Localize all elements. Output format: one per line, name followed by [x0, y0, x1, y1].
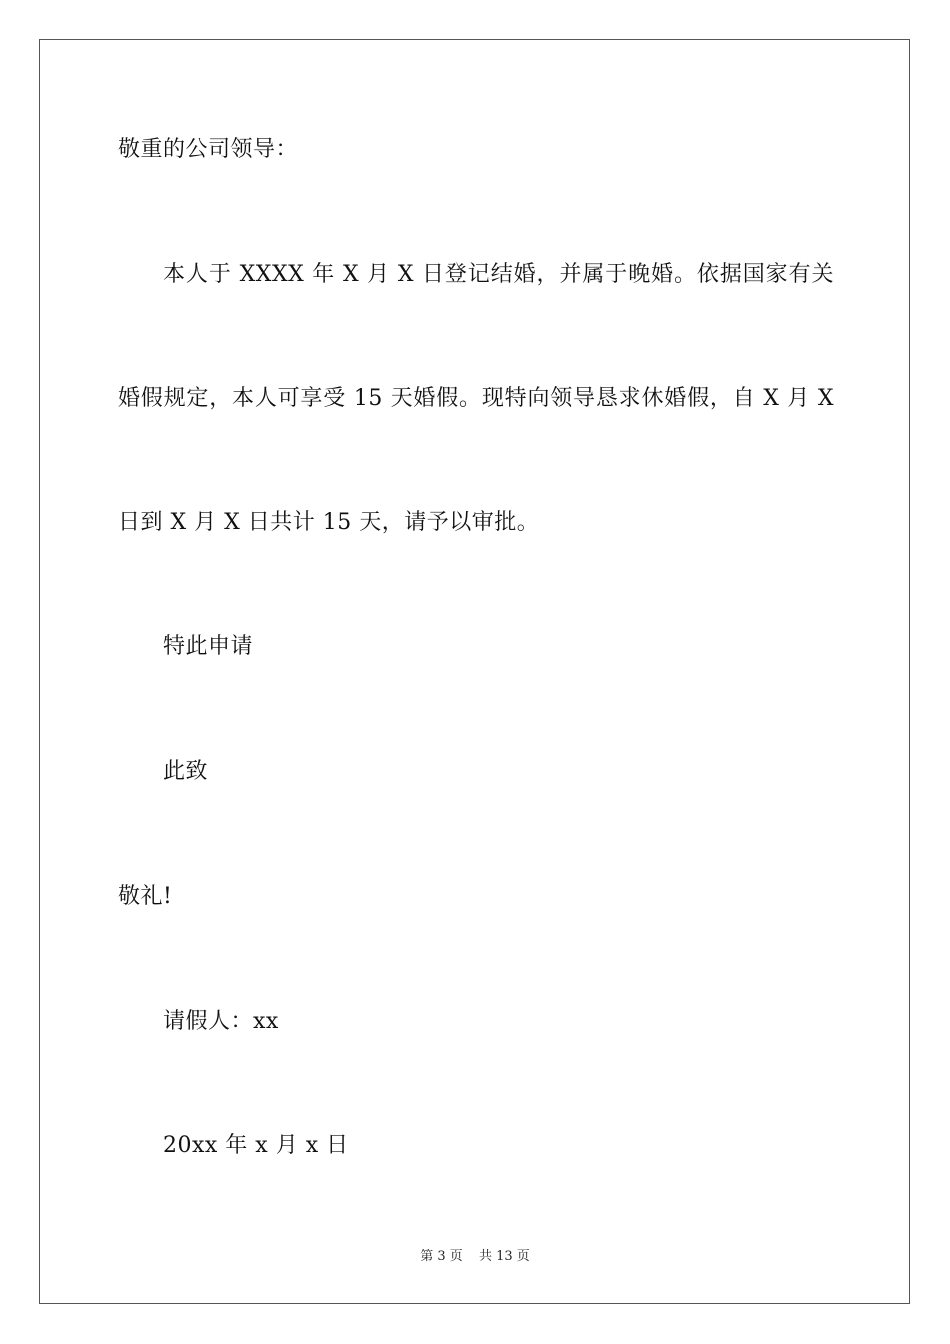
body-paragraph-line-1: 本人于 XXXX 年 X 月 X 日登记结婚，并属于晚婚。依据国家有关: [163, 262, 834, 287]
current-page-number: 第 3 页: [420, 1249, 463, 1264]
body-paragraph-line-3: 日到 X 月 X 日共计 15 天，请予以审批。: [118, 510, 540, 535]
closing-request: 特此申请: [163, 634, 254, 659]
total-page-count: 共 13 页: [478, 1249, 530, 1264]
applicant-name: 请假人：xx: [163, 1009, 279, 1034]
page-border: [39, 39, 910, 1304]
body-paragraph-line-2: 婚假规定，本人可享受 15 天婚假。现特向领导恳求休婚假，自 X 月 X: [118, 386, 834, 411]
closing-salute: 敬礼!: [118, 884, 173, 909]
closing-regards: 此致: [163, 759, 209, 784]
letter-date: 20xx 年 x 月 x 日: [163, 1133, 349, 1158]
salutation: 敬重的公司领导：: [118, 137, 299, 162]
page-footer: [0, 1248, 950, 1266]
